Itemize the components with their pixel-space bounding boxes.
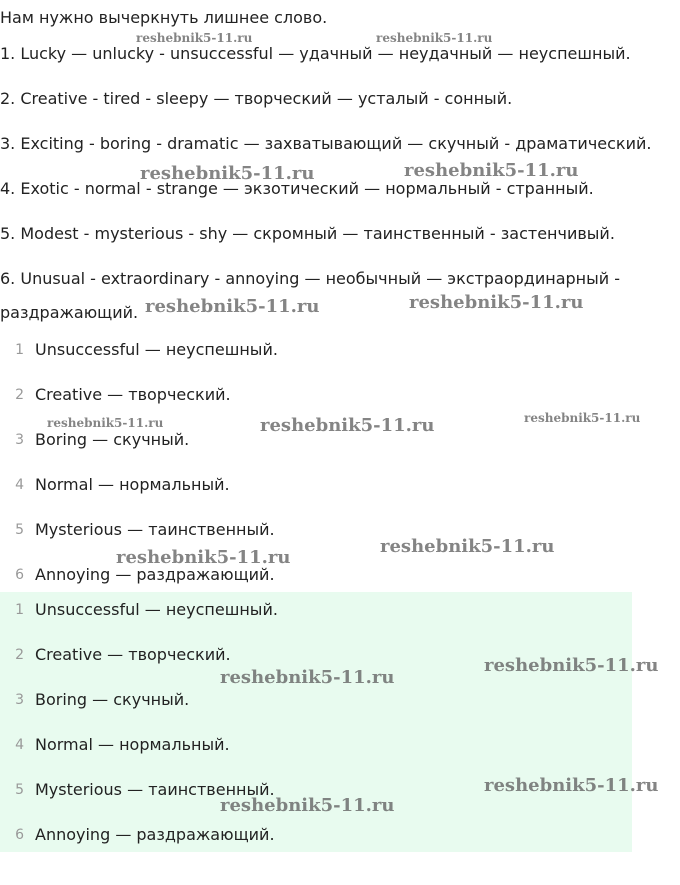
list-number: 5 (15, 782, 24, 798)
list-number: 3 (15, 692, 24, 708)
list-text: Normal — нормальный. (35, 735, 230, 754)
paragraph-4: 4. Exotic - normal - strange — экзотический — нормальный - странный. (0, 179, 594, 198)
watermark: reshebnik5-11.ru (220, 795, 395, 816)
paragraph-6: 6. Unusual - extraordinary - annoying — необычный — экстраординарный - раздражающий. (0, 269, 620, 322)
list-number: 5 (15, 522, 24, 538)
paragraph-3: 3. Exciting - boring - dramatic — захватывающий — скучный - драматический. (0, 134, 652, 153)
list-text: Annoying — раздражающий. (35, 565, 275, 584)
watermark: reshebnik5-11.ru (484, 775, 659, 796)
list-number: 1 (15, 342, 24, 358)
list-text: Annoying — раздражающий. (35, 825, 275, 844)
list-number: 1 (15, 602, 24, 618)
list-number: 6 (15, 827, 24, 843)
watermark: reshebnik5-11.ru (380, 536, 555, 557)
watermark: reshebnik5-11.ru (116, 547, 291, 568)
list-text: Unsuccessful — неуспешный. (35, 340, 278, 359)
watermark: reshebnik5-11.ru (376, 31, 493, 45)
paragraph-2: 2. Creative - tired - sleepy — творческий — усталый - сонный. (0, 89, 513, 108)
paragraph-1: 1. Lucky — unlucky - unsuccessful — удачный — неудачный — неуспешный. (0, 44, 631, 63)
list-number: 2 (15, 647, 24, 663)
list-number: 4 (15, 477, 24, 493)
list-number: 3 (15, 432, 24, 448)
list-number: 6 (15, 567, 24, 583)
watermark: reshebnik5-11.ru (47, 416, 164, 430)
list-number: 4 (15, 737, 24, 753)
list-text: Boring — скучный. (35, 690, 190, 709)
watermark: reshebnik5-11.ru (409, 292, 584, 313)
watermark: reshebnik5-11.ru (260, 415, 435, 436)
answer-list-highlighted (0, 592, 632, 852)
watermark: reshebnik5-11.ru (524, 411, 641, 425)
list-text: Mysterious — таинственный. (35, 780, 275, 799)
watermark: reshebnik5-11.ru (404, 160, 579, 181)
watermark: reshebnik5-11.ru (220, 667, 395, 688)
list-text: Unsuccessful — неуспешный. (35, 600, 278, 619)
paragraph-5: 5. Modest - mysterious - shy — скромный — таинственный - застенчивый. (0, 224, 615, 243)
watermark: reshebnik5-11.ru (484, 655, 659, 676)
list-text: Creative — творческий. (35, 645, 231, 664)
list-text: Normal — нормальный. (35, 475, 230, 494)
list-text: Mysterious — таинственный. (35, 520, 275, 539)
watermark: reshebnik5-11.ru (136, 31, 253, 45)
list-number: 2 (15, 387, 24, 403)
list-text: Creative — творческий. (35, 385, 231, 404)
watermark: reshebnik5-11.ru (140, 163, 315, 184)
watermark: reshebnik5-11.ru (145, 296, 320, 317)
list-text: Boring — скучный. (35, 430, 190, 449)
intro-text: Нам нужно вычеркнуть лишнее слово. (0, 8, 328, 27)
